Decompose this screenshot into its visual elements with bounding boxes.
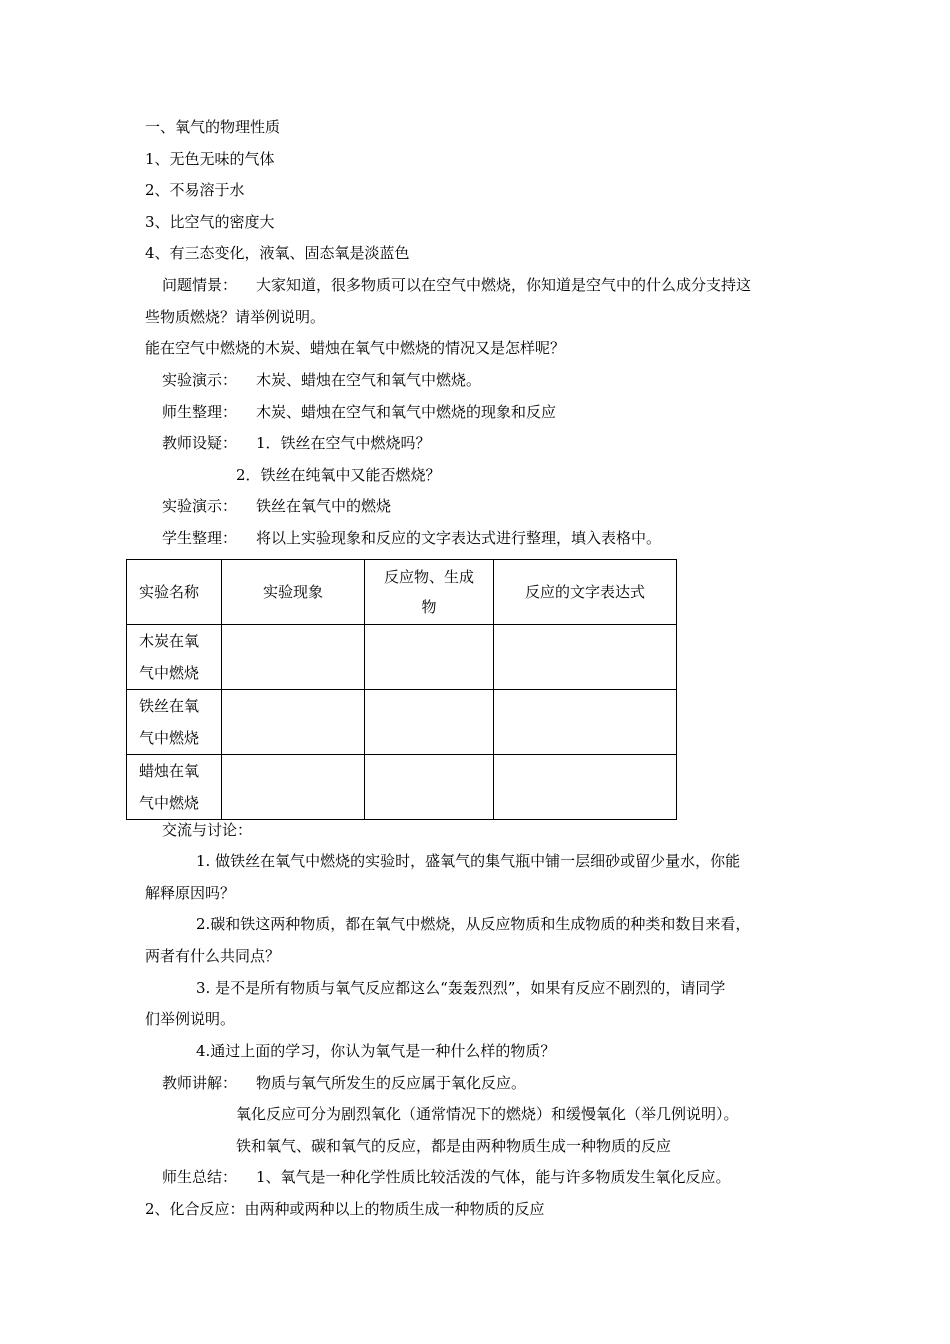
empty-cell bbox=[222, 755, 365, 820]
discussion-label: 交流与讨论： bbox=[162, 821, 253, 839]
summary-label: 师生总结： bbox=[162, 1168, 238, 1186]
scenario-text: 大家知道，很多物质可以在空气中燃烧，你知道是空气中的什么成分支持这 bbox=[256, 276, 752, 294]
experiment-name-cell bbox=[127, 755, 222, 820]
discussion-question: 2.碳和铁这两种物质，都在氧气中燃烧，从反应物质和生成物质的种类和数目来看， bbox=[196, 915, 751, 933]
table-header-cell: 反应的文字表达式 bbox=[494, 560, 677, 625]
organize-text: 木炭、蜡烛在空气和氧气中燃烧的现象和反应 bbox=[256, 403, 557, 421]
experiment-name-cell bbox=[127, 625, 222, 690]
cell-text-line: 气中燃烧 bbox=[139, 664, 200, 682]
empty-cell bbox=[494, 690, 677, 755]
scenario-text: 能在空气中燃烧的木炭、蜡烛在氧气中燃烧的情况又是怎样呢？ bbox=[145, 339, 566, 357]
table-header-cell: 实验现象 bbox=[222, 560, 365, 625]
cell-text-line: 木炭在氧 bbox=[139, 632, 200, 650]
empty-cell bbox=[494, 625, 677, 690]
section-heading: 一、氧气的物理性质 bbox=[145, 118, 281, 136]
discussion-question: 4.通过上面的学习，你认为氧气是一种什么样的物质？ bbox=[196, 1042, 556, 1060]
teacher-question-label: 教师设疑： bbox=[162, 434, 238, 452]
demo-label: 实验演示： bbox=[162, 371, 238, 389]
header-text-line: 反应物、生成 bbox=[383, 568, 474, 586]
student-organize-label: 学生整理： bbox=[162, 529, 238, 547]
student-organize-text: 将以上实验现象和反应的文字表达式进行整理，填入表格中。 bbox=[256, 529, 662, 547]
empty-cell bbox=[365, 755, 494, 820]
summary-text: 2、化合反应：由两种或两种以上的物质生成一种物质的反应 bbox=[145, 1200, 545, 1218]
discussion-question: 1. 做铁丝在氧气中燃烧的实验时，盛氧气的集气瓶中铺一层细砂或留少量水，你能 bbox=[196, 852, 741, 870]
discussion-question: 们举例说明。 bbox=[145, 1010, 236, 1028]
empty-cell bbox=[494, 755, 677, 820]
organize-label: 师生整理： bbox=[162, 403, 238, 421]
summary-text: 1、氧气是一种化学性质比较活泼的气体，能与许多物质发生氧化反应。 bbox=[256, 1168, 731, 1186]
empty-cell bbox=[365, 625, 494, 690]
property-item: 3、比空气的密度大 bbox=[145, 213, 275, 231]
demo-text: 铁丝在氧气中的燃烧 bbox=[256, 497, 392, 515]
empty-cell bbox=[365, 690, 494, 755]
discussion-question: 解释原因吗？ bbox=[145, 884, 236, 902]
table-row bbox=[127, 755, 677, 820]
scenario-label: 问题情景： bbox=[162, 276, 238, 294]
cell-text-line: 蜡烛在氧 bbox=[139, 762, 200, 780]
teacher-question-2: 2．铁丝在纯氧中又能否燃烧？ bbox=[236, 466, 441, 484]
scenario-text: 些物质燃烧？请举例说明。 bbox=[145, 308, 326, 326]
teacher-question-1: 1．铁丝在空气中燃烧吗？ bbox=[256, 434, 431, 452]
table-row bbox=[127, 690, 677, 755]
discussion-question: 3. 是不是所有物质与氧气反应都这么“轰轰烈烈”，如果有反应不剧烈的，请同学 bbox=[196, 979, 726, 997]
cell-text-line: 气中燃烧 bbox=[139, 729, 200, 747]
lecture-text: 氧化反应可分为剧烈氧化（通常情况下的燃烧）和缓慢氧化（举几例说明）。 bbox=[236, 1105, 739, 1123]
empty-cell bbox=[222, 625, 365, 690]
lecture-text: 物质与氧气所发生的反应属于氧化反应。 bbox=[256, 1074, 527, 1092]
experiment-table bbox=[126, 559, 677, 820]
experiment-name-cell bbox=[127, 690, 222, 755]
table-header-row bbox=[127, 560, 677, 625]
property-item: 1、无色无味的气体 bbox=[145, 150, 275, 168]
cell-text-line: 铁丝在氧 bbox=[139, 697, 200, 715]
property-item: 4、有三态变化，液氧、固态氧是淡蓝色 bbox=[145, 244, 410, 262]
table-header-cell: 实验名称 bbox=[127, 560, 222, 625]
empty-cell bbox=[222, 690, 365, 755]
demo-text: 木炭、蜡烛在空气和氧气中燃烧。 bbox=[256, 371, 482, 389]
demo-label: 实验演示： bbox=[162, 497, 238, 515]
property-item: 2、不易溶于水 bbox=[145, 181, 245, 199]
discussion-question: 两者有什么共同点？ bbox=[145, 947, 281, 965]
cell-text-line: 气中燃烧 bbox=[139, 794, 200, 812]
table-row bbox=[127, 625, 677, 690]
lecture-label: 教师讲解： bbox=[162, 1074, 238, 1092]
header-text-line: 物 bbox=[421, 598, 437, 616]
table-header-cell bbox=[365, 560, 494, 625]
lecture-text: 铁和氧气、碳和氧气的反应，都是由两种物质生成一种物质的反应 bbox=[236, 1137, 672, 1155]
